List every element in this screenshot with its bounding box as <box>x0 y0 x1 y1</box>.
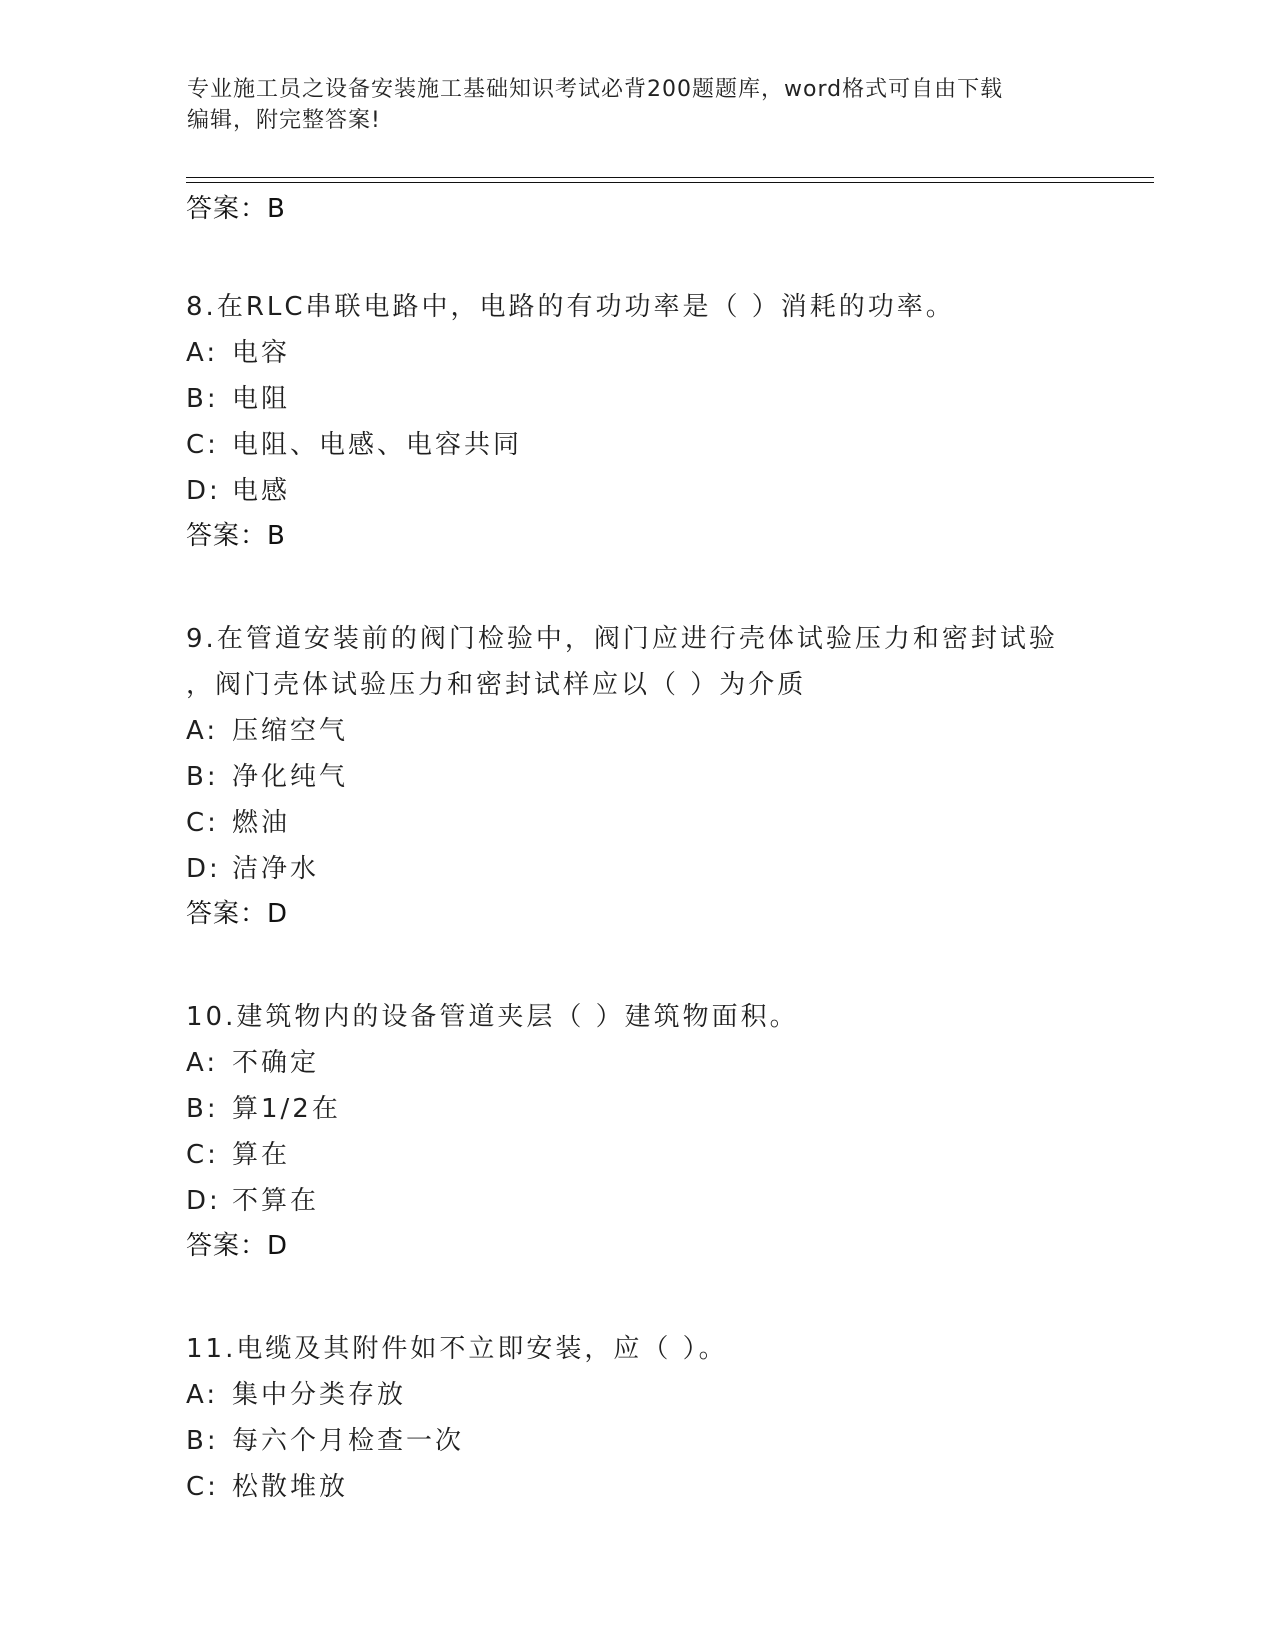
option-c <box>186 1132 1086 1178</box>
option-text: 电感 <box>232 476 291 506</box>
option-text: 不算在 <box>232 1186 320 1216</box>
question-text <box>186 994 1086 1040</box>
option-letter: A: <box>186 1048 219 1078</box>
option-a <box>186 708 1086 754</box>
option-letter: C: <box>186 808 219 838</box>
option-c <box>186 422 1086 468</box>
option-text: 电阻 <box>232 384 291 414</box>
option-text: 每六个月检查一次 <box>232 1426 465 1456</box>
header-divider-bottom <box>186 182 1154 183</box>
answer-line: 答案：D <box>186 1231 289 1261</box>
previous-answer: 答案：B <box>186 194 286 224</box>
option-letter: C: <box>186 430 219 460</box>
option-a <box>186 1372 1086 1418</box>
question-text-continued <box>186 662 1086 708</box>
option-letter: B: <box>186 384 219 414</box>
question-9 <box>186 616 1086 936</box>
question-8 <box>186 284 1086 558</box>
option-c <box>186 800 1086 846</box>
option-a <box>186 1040 1086 1086</box>
option-letter: D: <box>186 476 221 506</box>
option-letter: B: <box>186 1426 219 1456</box>
option-d <box>186 468 1086 514</box>
option-text: 压缩空气 <box>232 716 349 746</box>
question-text <box>186 616 1086 662</box>
header-title-line-2: 编辑，附完整答案! <box>187 108 381 133</box>
option-a <box>186 330 1086 376</box>
option-c <box>186 1464 1086 1510</box>
option-letter: B: <box>186 1094 219 1124</box>
option-letter: A: <box>186 338 219 368</box>
option-b <box>186 1418 1086 1464</box>
option-letter: C: <box>186 1472 219 1502</box>
option-text: 松散堆放 <box>232 1472 349 1502</box>
header-title-line-1: 专业施工员之设备安装施工基础知识考试必背200题题库，word格式可自由下载 <box>187 77 1004 102</box>
option-text: 不确定 <box>232 1048 320 1078</box>
option-text: 洁净水 <box>232 854 320 884</box>
option-letter: A: <box>186 716 219 746</box>
answer-line: 答案：D <box>186 899 289 929</box>
header-divider-top <box>186 177 1154 178</box>
option-d <box>186 846 1086 892</box>
option-d <box>186 1178 1086 1224</box>
option-letter: A: <box>186 1380 219 1410</box>
option-text: 电阻、电感、电容共同 <box>232 430 523 460</box>
option-text: 集中分类存放 <box>232 1380 407 1410</box>
question-stem-line: 建筑物内的设备管道夹层（ ）建筑物面积。 <box>236 1002 799 1032</box>
option-b <box>186 1086 1086 1132</box>
question-text <box>186 284 1086 330</box>
question-number: 11. <box>186 1334 237 1364</box>
option-letter: C: <box>186 1140 219 1170</box>
option-text: 算1/2在 <box>232 1094 341 1124</box>
option-b <box>186 376 1086 422</box>
question-11 <box>186 1326 1086 1510</box>
question-stem-line: 在管道安装前的阀门检验中，阀门应进行壳体试验压力和密封试验 <box>216 624 1058 654</box>
question-10 <box>186 994 1086 1268</box>
question-number: 8. <box>186 292 217 322</box>
question-list <box>186 192 1086 1510</box>
question-number: 9. <box>186 624 217 654</box>
question-stem-line: 电缆及其附件如不立即安装，应（ ）。 <box>236 1334 728 1364</box>
question-stem-line: 在RLC串联电路中，电路的有功功率是（ ）消耗的功率。 <box>216 292 955 322</box>
question-stem-line: ，阀门壳体试验压力和密封试样应以（ ）为介质 <box>186 670 807 700</box>
option-text: 燃油 <box>232 808 291 838</box>
option-letter: D: <box>186 854 221 884</box>
question-text <box>186 1326 1086 1372</box>
option-text: 净化纯气 <box>232 762 349 792</box>
option-b <box>186 754 1086 800</box>
answer-line: 答案：B <box>186 521 286 551</box>
option-text: 电容 <box>232 338 291 368</box>
option-letter: B: <box>186 762 219 792</box>
question-number: 10. <box>186 1002 237 1032</box>
document-header <box>187 74 1067 136</box>
option-letter: D: <box>186 1186 221 1216</box>
option-text: 算在 <box>232 1140 291 1170</box>
